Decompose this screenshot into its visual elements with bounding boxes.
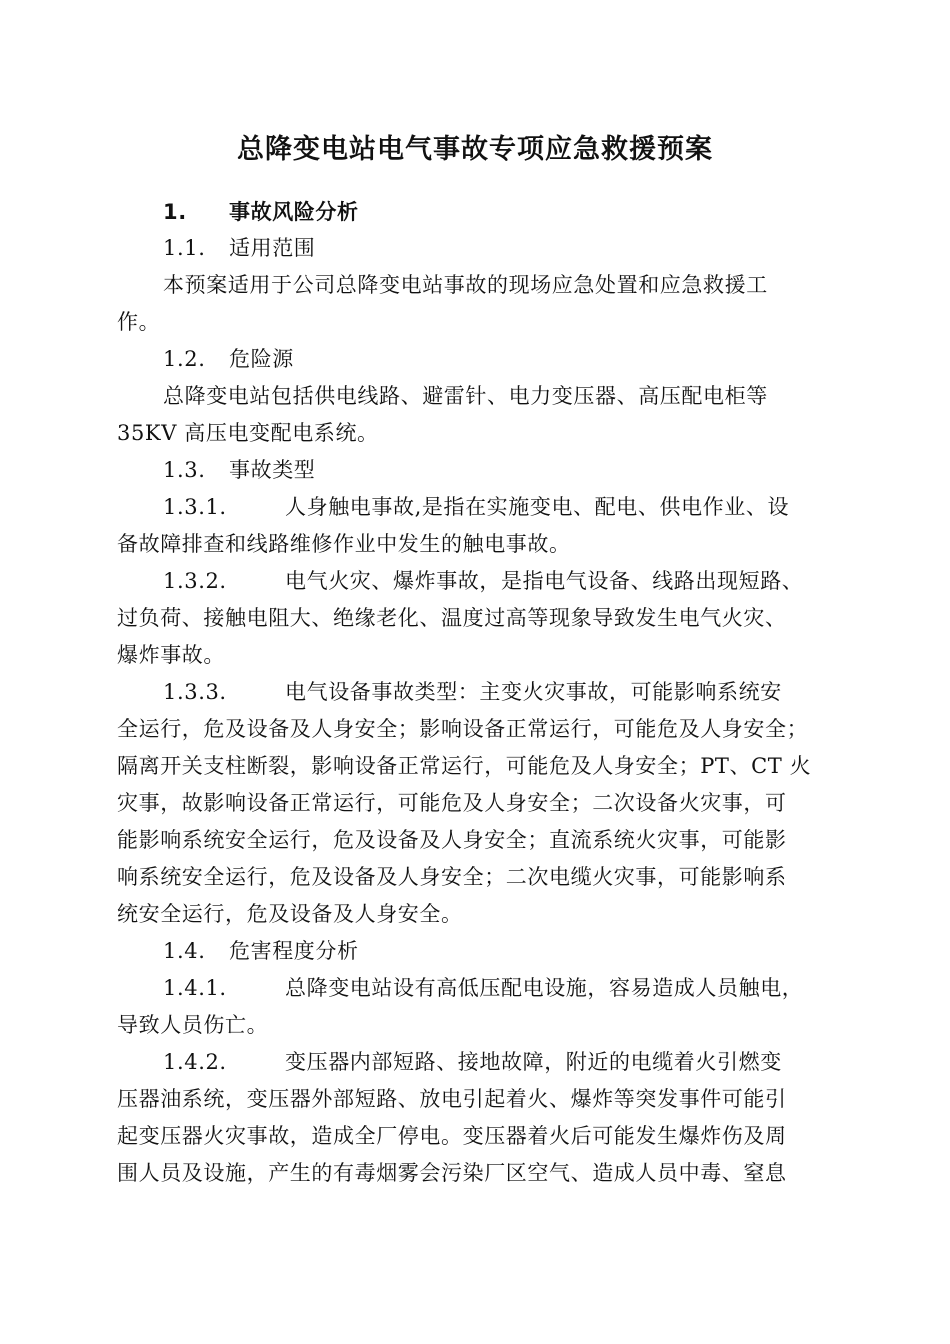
- paragraph-line: 起变压器火灾事故，造成全厂停电。变压器着火后可能发生爆炸伤及周: [117, 1124, 787, 1148]
- subsection-1-3-1: [163, 492, 843, 522]
- paragraph-line: 总降变电站包括供电线路、避雷针、电力变压器、高压配电柜等: [163, 384, 768, 408]
- paragraph-line: 响系统安全运行，危及设备及人身安全；二次电缆火灾事，可能影响系: [117, 865, 787, 889]
- paragraph-line: 35KV 高压电变配电系统。: [117, 421, 379, 445]
- subsection-1-3-2: [163, 566, 843, 596]
- paragraph-line: 变压器内部短路、接地故障，附近的电缆着火引燃变: [285, 1050, 782, 1074]
- section-label: 事故类型: [229, 458, 316, 482]
- section-number: 1.1.: [163, 236, 206, 260]
- paragraph-line: 隔离开关支柱断裂，影响设备正常运行，可能危及人身安全；PT、CT 火: [117, 754, 812, 778]
- subsection-1-4-2: [163, 1047, 843, 1077]
- paragraph-line: 爆炸事故。: [117, 643, 225, 667]
- section-label: 危害程度分析: [229, 939, 359, 963]
- paragraph-line: 围人员及设施，产生的有毒烟雾会污染厂区空气、造成人员中毒、窒息: [117, 1161, 787, 1185]
- section-1-heading: [163, 197, 843, 227]
- page-title: 总降变电站电气事故专项应急救援预案: [237, 134, 713, 165]
- paragraph-line: 电气火灾、爆炸事故，是指电气设备、线路出现短路、: [285, 569, 804, 593]
- paragraph-line: 电气设备事故类型：主变火灾事故，可能影响系统安: [285, 680, 782, 704]
- paragraph-line: 导致人员伤亡。: [117, 1013, 269, 1037]
- paragraph-line: 压器油系统，变压器外部短路、放电引起着火、爆炸等突发事件可能引: [117, 1087, 787, 1111]
- paragraph-line: 总降变电站设有高低压配电设施，容易造成人员触电，: [285, 976, 804, 1000]
- section-number: 1.3.1.: [163, 495, 227, 519]
- section-label: 适用范围: [229, 236, 316, 260]
- section-1-4-heading: [163, 936, 843, 966]
- section-number: 1.4.: [163, 939, 206, 963]
- section-label: 事故风险分析: [229, 200, 359, 224]
- subsection-1-4-1: [163, 973, 843, 1003]
- section-1-2-heading: [163, 344, 843, 374]
- paragraph-line: 本预案适用于公司总降变电站事故的现场应急处置和应急救援工: [163, 273, 768, 297]
- section-number: 1.2.: [163, 347, 206, 371]
- paragraph-line: 过负荷、接触电阻大、绝缘老化、温度过高等现象导致发生电气火灾、: [117, 606, 787, 630]
- paragraph-line: 统安全运行，危及设备及人身安全。: [117, 902, 463, 926]
- subsection-1-3-3: [163, 677, 843, 707]
- section-1-3-heading: [163, 455, 843, 485]
- section-1-1-heading: [163, 233, 843, 263]
- section-number: 1.3.3.: [163, 680, 227, 704]
- section-number: 1.4.1.: [163, 976, 227, 1000]
- paragraph-line: 能影响系统安全运行，危及设备及人身安全；直流系统火灾事，可能影: [117, 828, 787, 852]
- paragraph-line: 备故障排查和线路维修作业中发生的触电事故。: [117, 532, 571, 556]
- paragraph-line: 灾事，故影响设备正常运行，可能危及人身安全；二次设备火灾事，可: [117, 791, 787, 815]
- section-number: 1.: [163, 200, 187, 224]
- section-number: 1.3.: [163, 458, 206, 482]
- section-number: 1.3.2.: [163, 569, 227, 593]
- paragraph-line: 人身触电事故,是指在实施变电、配电、供电作业、设: [285, 495, 790, 519]
- section-label: 危险源: [229, 347, 294, 371]
- paragraph-line: 作。: [117, 310, 161, 334]
- paragraph-line: 全运行，危及设备及人身安全；影响设备正常运行，可能危及人身安全；: [117, 717, 809, 741]
- section-number: 1.4.2.: [163, 1050, 227, 1074]
